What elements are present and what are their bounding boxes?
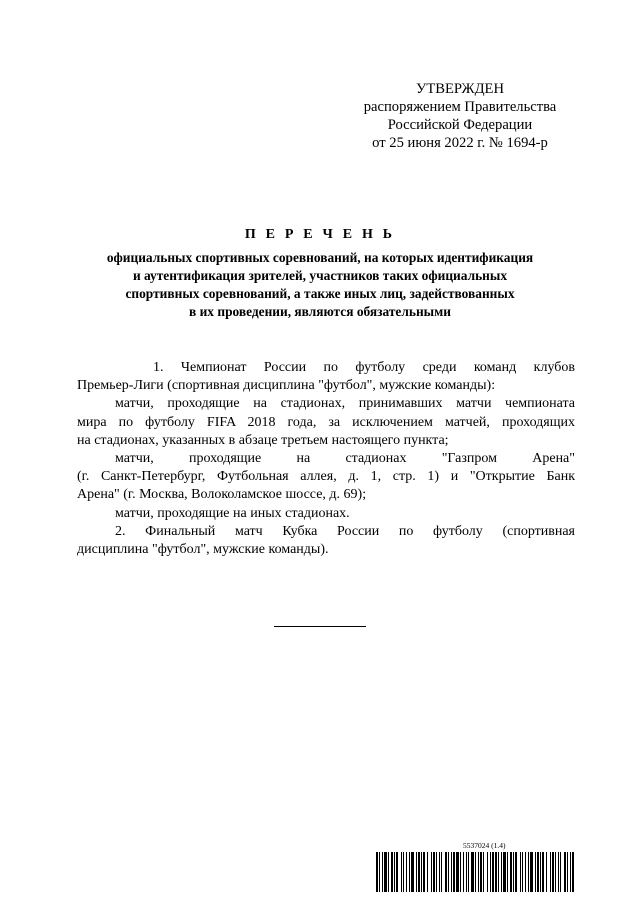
- document-body: [77, 359, 575, 559]
- subtitle-line: официальных спортивных соревнований, на которых идентификация: [106, 250, 534, 265]
- approval-country: Российской Федерации: [387, 117, 533, 133]
- barcode-bar: [421, 852, 422, 892]
- text-line: 1. Чемпионат России по футболу среди команд клубов: [153, 360, 575, 375]
- barcode-bar: [391, 852, 393, 892]
- barcode-bar: [384, 852, 387, 892]
- barcode-bar: [492, 852, 494, 892]
- barcode-bar: [445, 852, 447, 892]
- barcode-bar: [483, 852, 484, 892]
- barcode-bar: [520, 852, 521, 892]
- barcode-bar: [564, 852, 566, 892]
- text-line: (г. Санкт-Петербург, Футбольная аллея, д. 1, стр. 1) и "Открытие Банк: [77, 469, 575, 485]
- item-1-paragraph-2: [77, 450, 575, 505]
- barcode-bar: [441, 852, 442, 892]
- barcode-bar: [433, 852, 435, 892]
- barcode-bar: [401, 852, 402, 892]
- barcode-bar: [560, 852, 561, 892]
- barcode-bar: [495, 852, 497, 892]
- barcode-bar: [480, 852, 482, 892]
- text-line: матчи, проходящие на стадионах, принимавших матчи чемпионата: [115, 396, 575, 412]
- approval-stamp: [340, 80, 580, 152]
- barcode-bar: [382, 852, 383, 892]
- barcode-bar: [451, 852, 452, 892]
- barcode-bar: [535, 852, 536, 892]
- text-line: мира по футболу FIFA 2018 года, за исключением матчей, проходящих: [77, 414, 575, 430]
- subtitle-line: спортивных соревнований, а также иных лиц, задействованных: [125, 286, 515, 301]
- document-title: П Е Р Е Ч Е Н Ь: [244, 227, 396, 242]
- barcode-bar: [463, 852, 464, 892]
- text-line: на стадионах, указанных в абзаце третьем настоящего пункта;: [77, 432, 449, 448]
- barcode-bar: [570, 852, 571, 892]
- barcode-bar: [418, 852, 420, 892]
- barcode-bar: [388, 852, 389, 892]
- end-separator-line: [274, 626, 366, 627]
- barcode-bar: [471, 852, 474, 892]
- barcode-bar: [475, 852, 476, 892]
- item-1-paragraph-3: [77, 505, 575, 523]
- barcode-bar: [466, 852, 467, 892]
- document-subtitle: [70, 249, 570, 321]
- barcode-bar: [411, 852, 414, 892]
- barcode-bar: [515, 852, 517, 892]
- barcode-bar: [555, 852, 556, 892]
- barcode-bar: [478, 852, 479, 892]
- barcode-bar: [453, 852, 455, 892]
- text-line: 2. Финальный матч Кубка России по футболу (спортивная: [115, 523, 575, 539]
- barcode-bar: [427, 852, 428, 892]
- barcode-bar: [513, 852, 514, 892]
- barcode: [376, 852, 574, 892]
- barcode-bar: [379, 852, 380, 892]
- subtitle-line: в их проведении, являются обязательными: [189, 304, 451, 319]
- subtitle-line: и аутентификация зрителей, участников таких официальных: [132, 268, 508, 283]
- barcode-bar: [501, 852, 502, 892]
- barcode-bar: [487, 852, 488, 892]
- barcode-bar: [456, 852, 459, 892]
- barcode-bar: [503, 852, 506, 892]
- barcode-bar: [546, 852, 547, 892]
- barcode-bar: [468, 852, 469, 892]
- barcode-bar: [558, 852, 559, 892]
- barcode-bar: [448, 852, 449, 892]
- barcode-bar: [540, 852, 541, 892]
- barcode-bar: [403, 852, 404, 892]
- barcode-bar: [525, 852, 526, 892]
- barcode-bar: [530, 852, 533, 892]
- barcode-bar: [439, 852, 440, 892]
- barcode-bar: [416, 852, 417, 892]
- text-line: дисциплина "футбол", мужские команды).: [77, 542, 329, 558]
- barcode-bar: [406, 852, 407, 892]
- text-line: матчи, проходящие на иных стадионах.: [115, 505, 350, 521]
- item-2: [77, 523, 575, 559]
- barcode-bar: [550, 852, 551, 892]
- item-1-intro: [77, 359, 575, 395]
- approval-date-number: от 25 июня 2022 г. № 1694-р: [372, 135, 548, 151]
- barcode-bar: [396, 852, 398, 892]
- barcode-bar: [394, 852, 395, 892]
- barcode-bar: [498, 852, 499, 892]
- barcode-bar: [522, 852, 523, 892]
- barcode-bar: [460, 852, 461, 892]
- barcode-bar: [431, 852, 432, 892]
- barcode-bar: [572, 852, 574, 892]
- barcode-bar: [376, 852, 378, 892]
- barcode-bar: [510, 852, 512, 892]
- barcode-bar: [567, 852, 568, 892]
- text-line: Премьер-Лиги (спортивная дисциплина "футбол", мужские команды):: [77, 378, 496, 394]
- barcode-bar: [528, 852, 529, 892]
- text-line: Арена" (г. Москва, Волоколамское шоссе, д. 69);: [77, 487, 367, 503]
- barcode-bar: [490, 852, 491, 892]
- approval-authority: распоряжением Правительства: [363, 99, 557, 115]
- barcode-bar: [409, 852, 410, 892]
- barcode-bar: [507, 852, 508, 892]
- barcode-bar: [537, 852, 539, 892]
- barcode-bar: [542, 852, 544, 892]
- text-line: матчи, проходящие на стадионах "Газпром Арена": [115, 451, 575, 467]
- document-code: 5537024 (1.4): [463, 841, 506, 850]
- item-1-paragraph-1: [77, 395, 575, 450]
- barcode-bar: [423, 852, 425, 892]
- approval-title: УТВЕРЖДЕН: [416, 81, 504, 97]
- barcode-bar: [552, 852, 554, 892]
- barcode-bar: [436, 852, 437, 892]
